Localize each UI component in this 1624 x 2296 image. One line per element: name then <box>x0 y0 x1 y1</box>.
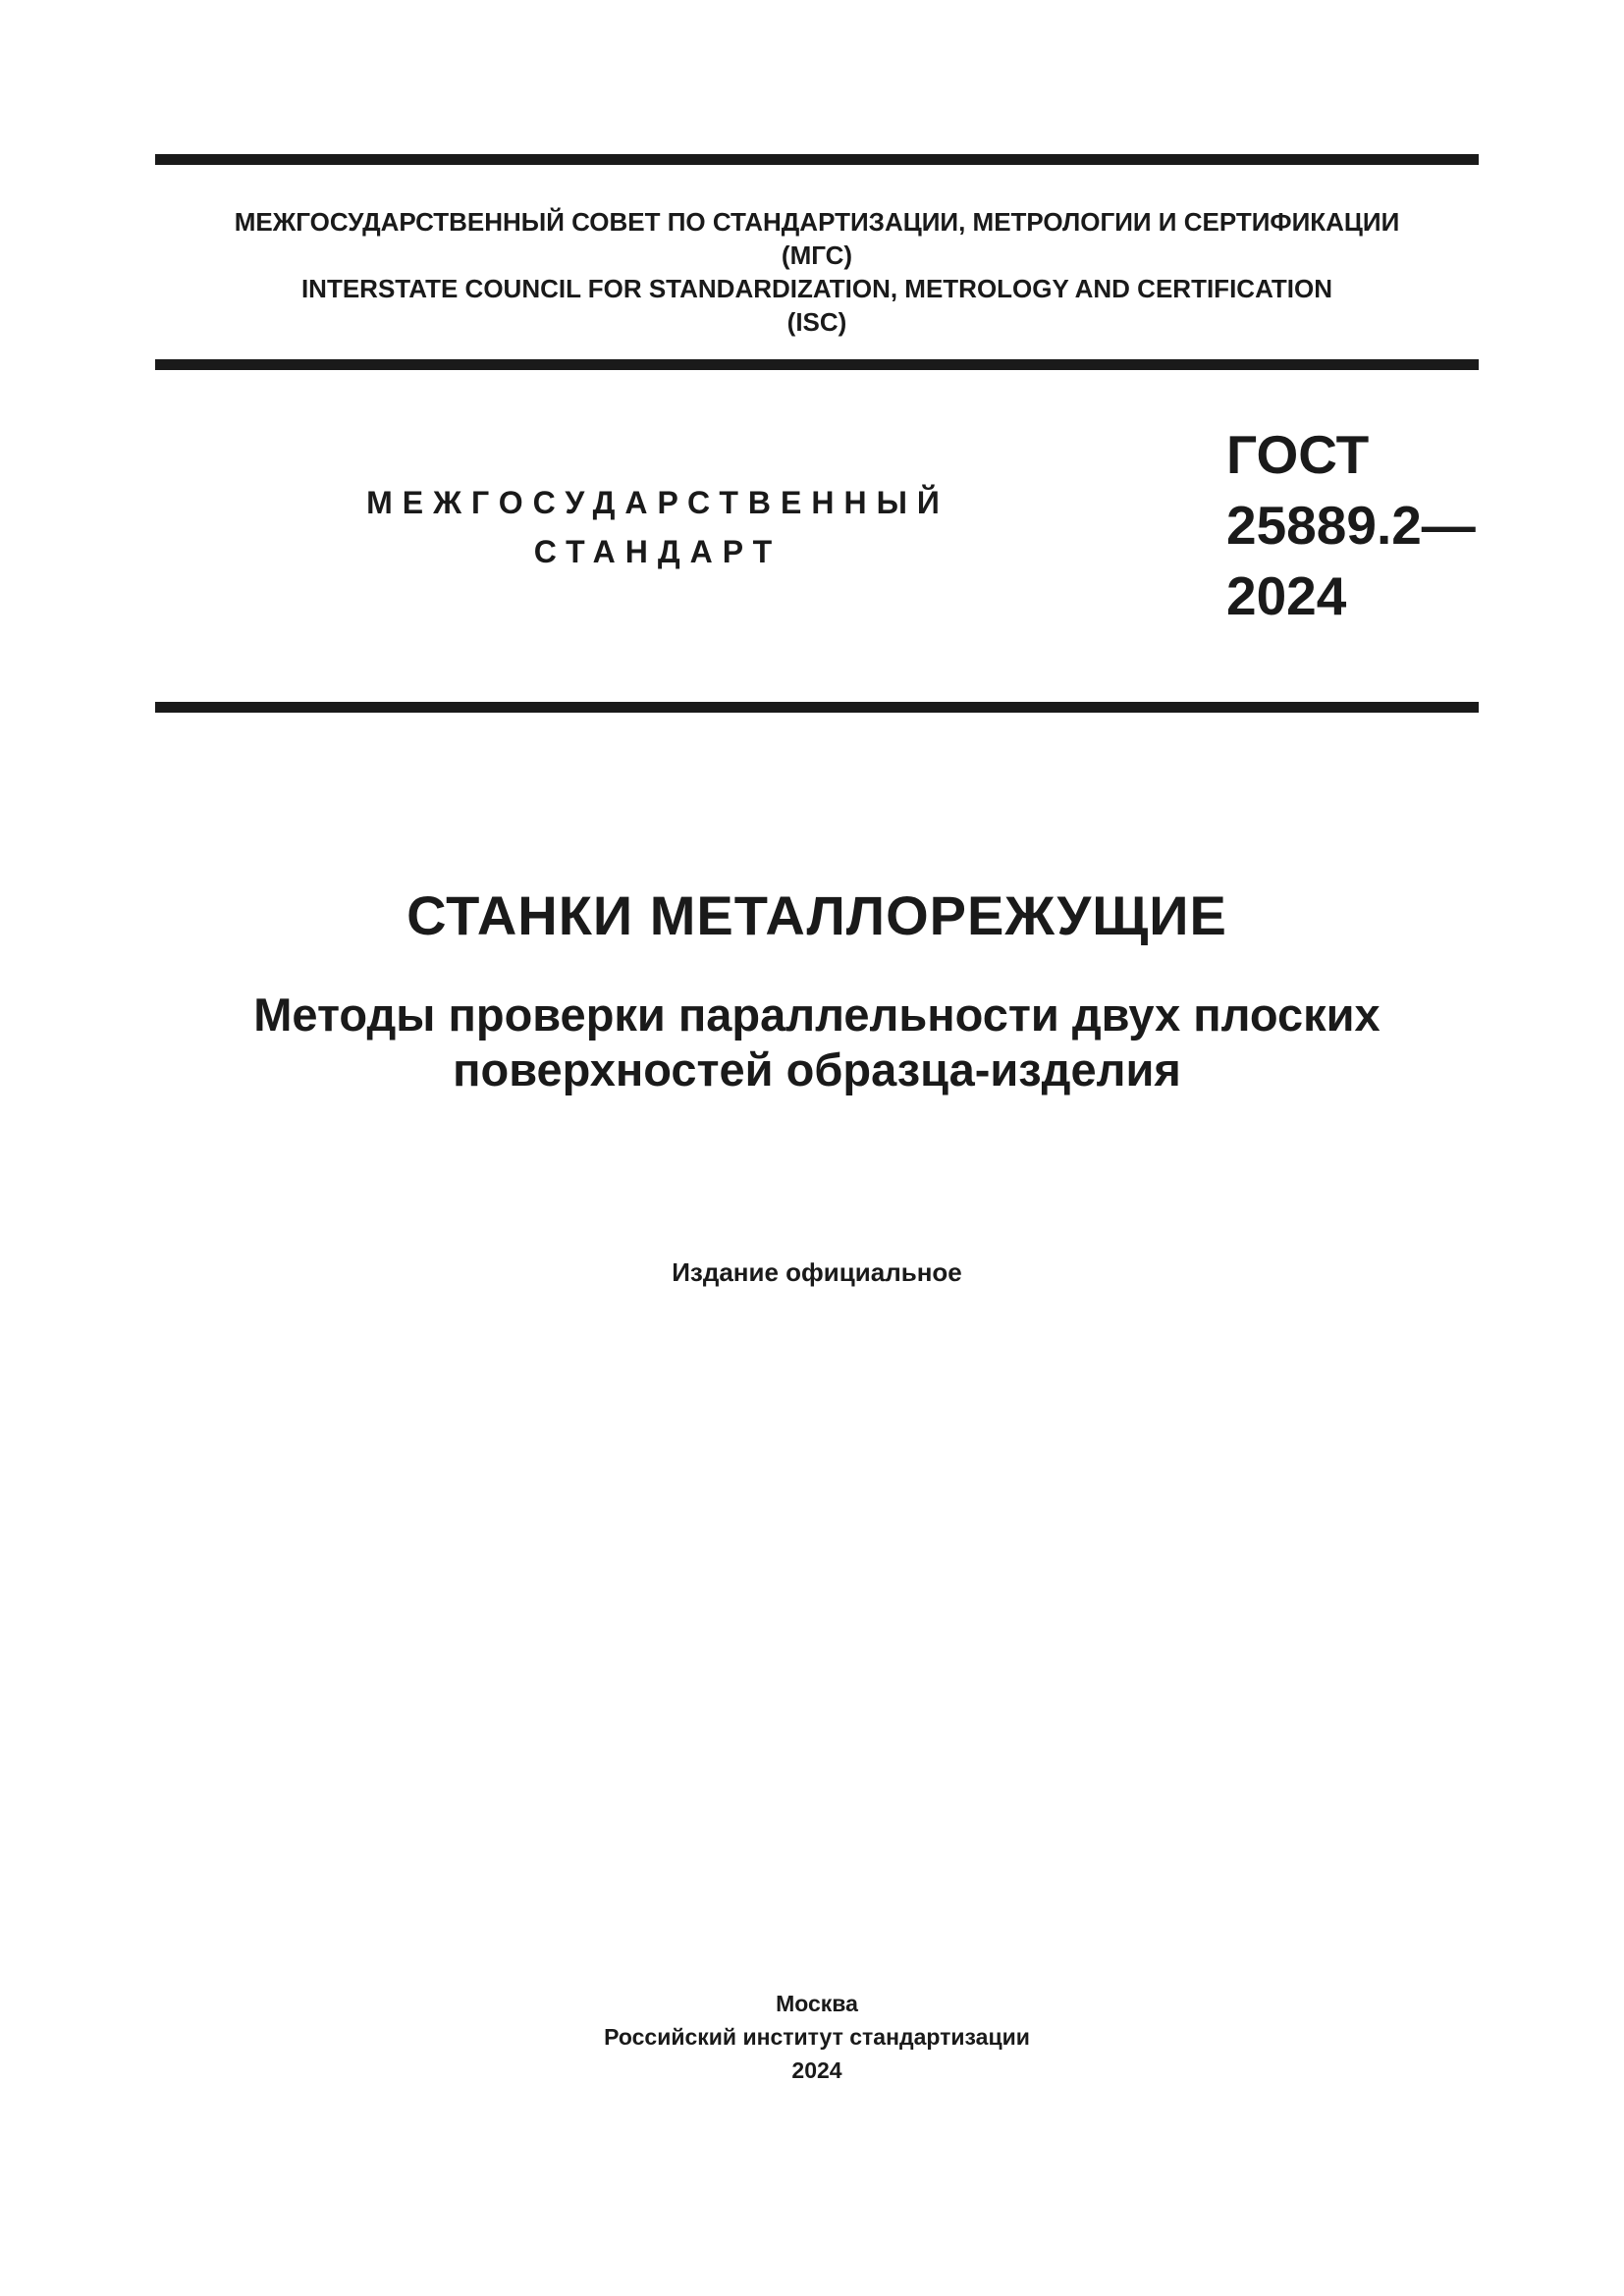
imprint <box>155 1987 1479 2087</box>
subtitle-line1: Методы проверки параллельности двух плоских <box>253 988 1380 1041</box>
council-header <box>155 205 1479 339</box>
council-name-ru: МЕЖГОСУДАРСТВЕННЫЙ СОВЕТ ПО СТАНДАРТИЗАЦИИ, МЕТРОЛОГИИ И СЕРТИФИКАЦИИ <box>234 207 1400 237</box>
document-subtitle <box>155 988 1479 1097</box>
edition-note: Издание официальное <box>672 1257 962 1287</box>
council-name-en: INTERSTATE COUNCIL FOR STANDARDIZATION, METROLOGY AND CERTIFICATION <box>300 274 1333 303</box>
standard-number-line3: 2024 <box>1226 565 1347 626</box>
council-abbr-en: (ISC) <box>786 307 847 337</box>
top-rule <box>155 154 1479 165</box>
subtitle-line2: поверхностей образца-изделия <box>453 1043 1181 1095</box>
imprint-city: Москва <box>776 1991 858 2016</box>
standard-kind <box>324 478 992 576</box>
document-title: СТАНКИ МЕТАЛЛОРЕЖУЩИЕ <box>406 884 1227 946</box>
lower-rule <box>155 702 1479 713</box>
imprint-year: 2024 <box>791 2057 842 2083</box>
standard-kind-line2: СТАНДАРТ <box>533 534 783 569</box>
standard-number <box>1226 419 1476 631</box>
middle-rule <box>155 359 1479 370</box>
imprint-publisher: Российский институт стандартизации <box>604 2024 1030 2050</box>
standard-number-line1: ГОСТ <box>1226 424 1370 485</box>
standard-kind-line1: МЕЖГОСУДАРСТВЕННЫЙ <box>366 485 949 520</box>
standard-number-line2: 25889.2— <box>1226 495 1476 556</box>
council-abbr-ru: (МГС) <box>781 240 853 270</box>
